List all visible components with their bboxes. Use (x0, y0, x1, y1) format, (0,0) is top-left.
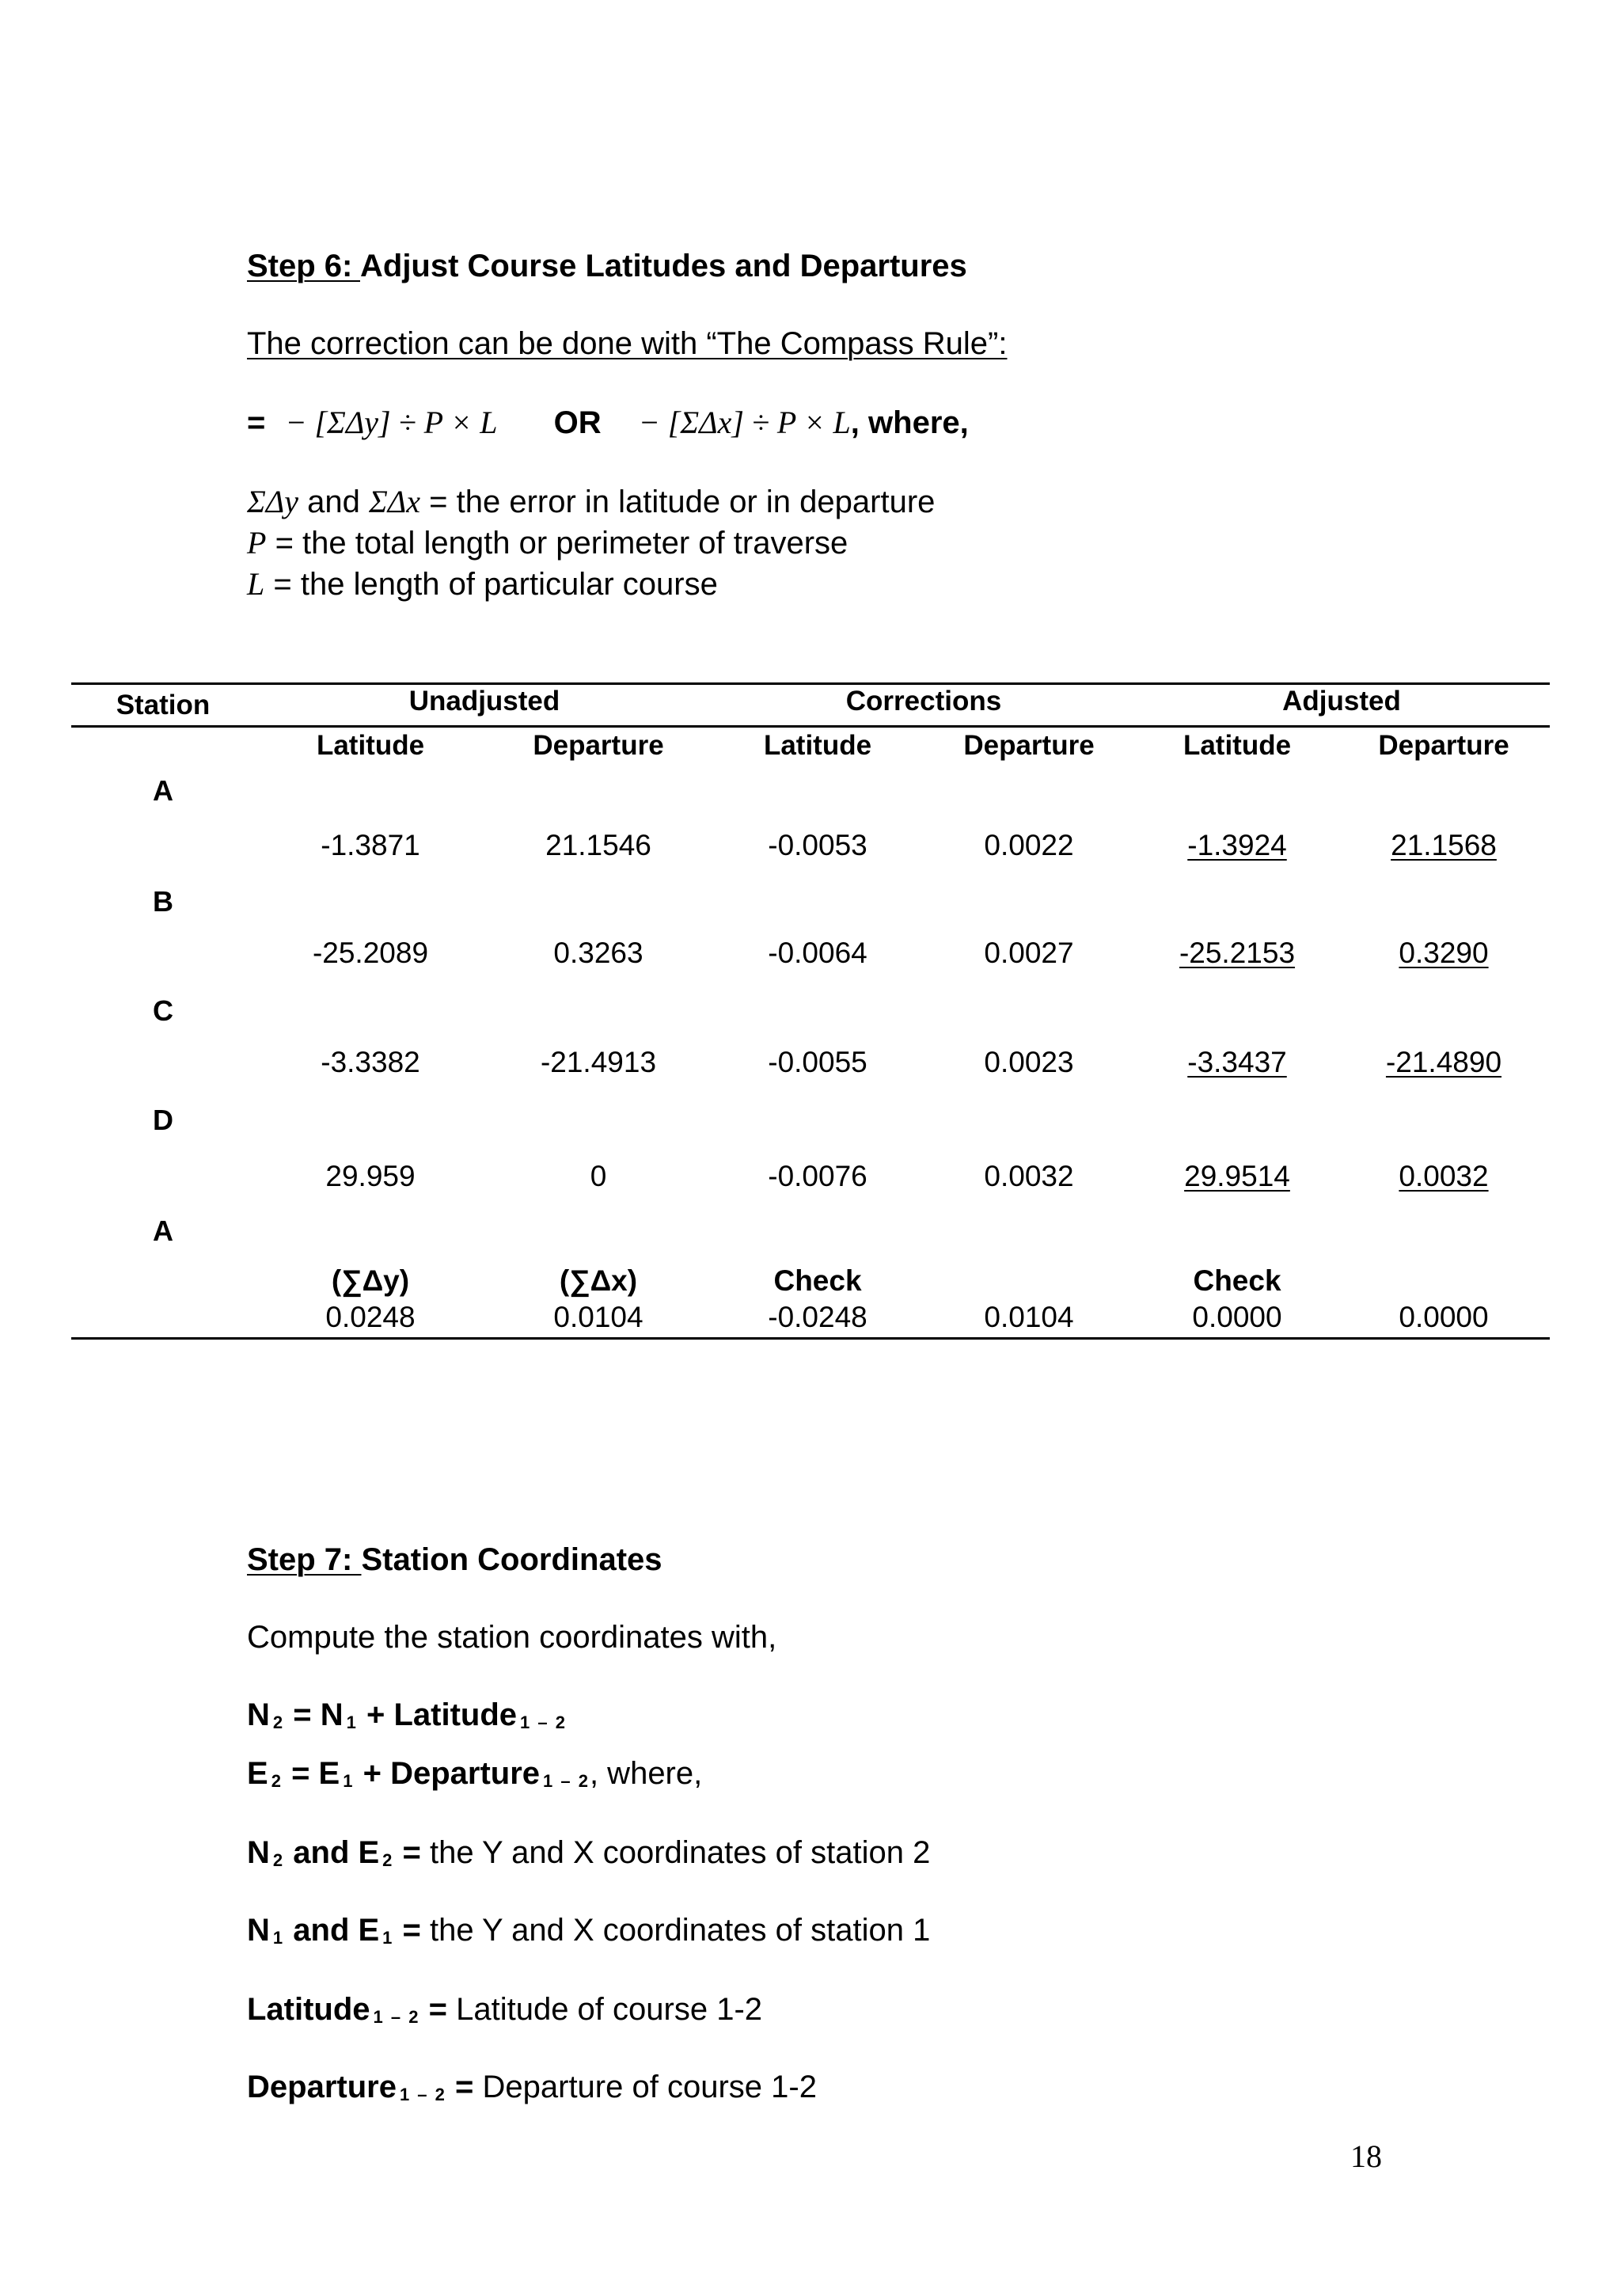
table-cell: 0.0027 (984, 937, 1074, 969)
step6-heading (247, 247, 967, 285)
lat-term: Latitude (247, 1992, 370, 2027)
eq-easting (247, 1754, 702, 1800)
station-label: A (153, 1215, 173, 1247)
def2-eq: = (402, 1835, 421, 1870)
header-station: Station (116, 690, 211, 720)
eq1-lhs: N (247, 1697, 270, 1732)
eq1-rhs-sub: 1 – 2 (520, 1712, 567, 1732)
formula-or: OR (553, 405, 602, 440)
table-cell: -3.3382 (321, 1046, 420, 1078)
table-cell: -0.0064 (768, 937, 867, 969)
def-perimeter (247, 524, 848, 562)
compass-rule-formula (247, 404, 969, 442)
table-cell: 0.0023 (984, 1046, 1074, 1078)
table-cell-adjusted: 0.3290 (1399, 937, 1489, 969)
table-top-rule (71, 682, 1550, 685)
header-adj-latitude: Latitude (1183, 730, 1292, 761)
summary-label: (∑Δy) (331, 1264, 410, 1297)
header-unadjusted: Unadjusted (408, 686, 560, 717)
def-error-sym2: ΣΔx (369, 484, 420, 519)
def1-and: and E (293, 1913, 380, 1948)
dep-eq: = (455, 2070, 474, 2104)
header-corr-latitude: Latitude (763, 730, 872, 761)
def2-a-sub: 2 (272, 1850, 285, 1870)
def-error-text: = the error in latitude or in departure (429, 485, 936, 519)
header-corr-departure: Departure (963, 730, 1095, 761)
def-length-text: = the length of particular course (273, 567, 718, 602)
page-number: 18 (1350, 2138, 1382, 2174)
table-cell-adjusted: 21.1568 (1391, 829, 1497, 861)
summary-label: Check (773, 1264, 862, 1297)
def-length (247, 565, 718, 603)
station-label: B (153, 885, 173, 918)
dep-text: Departure of course 1-2 (482, 2070, 817, 2104)
def-latitude-course (247, 1990, 762, 2036)
step7-label: Step 7: (247, 1542, 362, 1577)
table-cell: -0.0076 (768, 1160, 867, 1192)
def-error-and: and (307, 485, 360, 519)
dep-term: Departure (247, 2070, 397, 2104)
step6-label: Step 6: (247, 249, 360, 283)
summary-value: 0.0104 (984, 1301, 1074, 1333)
summary-label: (∑Δx) (559, 1264, 638, 1297)
table-cell: -1.3871 (321, 829, 420, 861)
eq2-mid-sub: 1 (343, 1771, 355, 1791)
table-cell-adjusted: -1.3924 (1187, 829, 1287, 861)
def1-a-sub: 1 (272, 1928, 285, 1948)
def-departure-course (247, 2068, 817, 2114)
def-error-sym: ΣΔy (247, 484, 298, 519)
table-cell: 0.0032 (984, 1160, 1074, 1192)
table-cell: -0.0055 (768, 1046, 867, 1078)
def-perimeter-sym: P (247, 525, 267, 561)
def1-text: the Y and X coordinates of station 1 (430, 1913, 931, 1948)
table-cell: -21.4913 (540, 1046, 657, 1078)
header-adj-departure: Departure (1378, 730, 1509, 761)
header-unadj-departure: Departure (533, 730, 664, 761)
table-cell: 0 (590, 1160, 607, 1192)
table-cell-adjusted: -3.3437 (1187, 1046, 1287, 1078)
summary-value: -0.0248 (768, 1301, 867, 1333)
table-cell: 21.1546 (545, 829, 651, 861)
step6-intro: The correction can be done with “The Compass Rule”: (247, 326, 1008, 361)
summary-value: 0.0248 (325, 1301, 416, 1333)
eq2-tail: , where, (589, 1756, 703, 1791)
station-label: C (153, 994, 173, 1027)
table-bottom-rule (71, 1337, 1550, 1340)
eq2-rhs-sub: 1 – 2 (543, 1771, 590, 1791)
eq1-mid: = N (293, 1697, 344, 1732)
formula-left-expr: − [ΣΔy] ÷ P × L (285, 405, 498, 440)
eq2-lhs: E (247, 1756, 268, 1791)
eq2-mid: = E (291, 1756, 340, 1791)
header-unadj-latitude: Latitude (316, 730, 425, 761)
table-cell: 0.0022 (984, 829, 1074, 861)
step7-intro: Compute the station coordinates with, (247, 1620, 777, 1655)
table-cell: 0.3263 (553, 937, 643, 969)
def-station1 (247, 1911, 930, 1957)
summary-value: 0.0000 (1192, 1301, 1282, 1333)
table-header-rule (71, 725, 1550, 728)
step7-title: Station Coordinates (361, 1542, 662, 1577)
def-error (247, 483, 935, 521)
summary-label: Check (1193, 1264, 1281, 1297)
formula-tail: , where, (850, 405, 969, 440)
eq1-rhs: + Latitude (366, 1697, 518, 1732)
table-cell: -0.0053 (768, 829, 867, 861)
def-length-sym: L (247, 566, 265, 602)
def1-b-sub: 1 (382, 1928, 394, 1948)
eq2-rhs: + Departure (363, 1756, 541, 1791)
eq1-mid-sub: 1 (346, 1712, 358, 1732)
def2-b-sub: 2 (382, 1850, 394, 1870)
table-cell-adjusted: 0.0032 (1399, 1160, 1489, 1192)
step7-heading (247, 1541, 662, 1579)
table-cell: 29.959 (325, 1160, 416, 1192)
def-station2 (247, 1834, 930, 1880)
header-adjusted: Adjusted (1282, 686, 1401, 717)
def2-and: and E (293, 1835, 380, 1870)
def1-eq: = (402, 1913, 421, 1948)
table-cell: -25.2089 (312, 937, 429, 969)
eq2-lhs-sub: 2 (271, 1771, 283, 1791)
station-label: D (153, 1104, 173, 1136)
table-cell-adjusted: -25.2153 (1179, 937, 1296, 969)
table-cell-adjusted: -21.4890 (1385, 1046, 1502, 1078)
formula-right-expr: − [ΣΔx] ÷ P × L (638, 405, 851, 440)
summary-value: 0.0104 (553, 1301, 643, 1333)
def2-a: N (247, 1835, 270, 1870)
step6-title: Adjust Course Latitudes and Departures (360, 249, 967, 283)
eq1-lhs-sub: 2 (272, 1712, 285, 1732)
formula-equals: = (247, 405, 266, 440)
lat-sub: 1 – 2 (373, 2007, 420, 2027)
dep-sub: 1 – 2 (399, 2085, 446, 2104)
lat-text: Latitude of course 1-2 (456, 1992, 763, 2027)
lat-eq: = (428, 1992, 447, 2027)
station-label: A (153, 774, 173, 807)
def1-a: N (247, 1913, 270, 1948)
def-perimeter-text: = the total length or perimeter of traverse (275, 526, 848, 561)
def2-text: the Y and X coordinates of station 2 (430, 1835, 931, 1870)
eq-northing (247, 1696, 567, 1742)
header-corrections: Corrections (845, 686, 1002, 717)
summary-value: 0.0000 (1399, 1301, 1489, 1333)
table-cell-adjusted: 29.9514 (1184, 1160, 1290, 1192)
